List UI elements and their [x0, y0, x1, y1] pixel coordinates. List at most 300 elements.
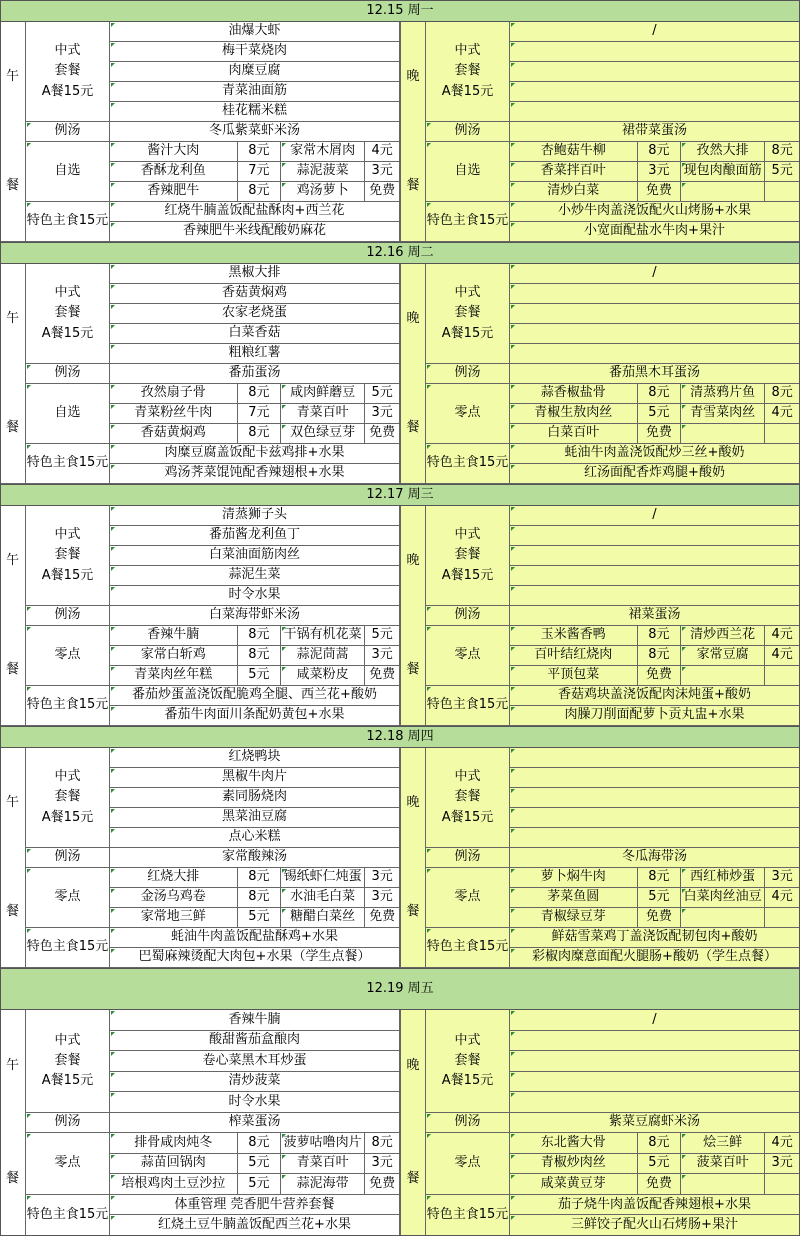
dinner-featured-item: 小宽面配盐水牛肉+果汁: [510, 222, 800, 242]
dinner-dish-name: 茅菜鱼圆: [510, 888, 638, 908]
lunch-dish-name: 咸菜粉皮: [281, 666, 365, 686]
dinner-dish-price: 免费: [638, 908, 682, 928]
lunch-label: [0, 22, 26, 242]
lunch-set-item: 黑菜油豆腐: [110, 808, 400, 828]
dinner-featured-item: 彩椒肉糜意面配火腿肠+酸奶（学生点餐）: [510, 948, 800, 968]
dinner-dish-price: 免费: [638, 666, 682, 686]
dinner-set-item: /: [510, 506, 800, 526]
lunch-dish-name: 香辣牛腩: [110, 626, 238, 646]
lunch-set-item: 桂花糯米糕: [110, 102, 400, 122]
lunch-dish-price: 8元: [238, 646, 282, 666]
set-label-line: 套餐: [454, 63, 481, 79]
dinner-set-item: [510, 546, 800, 566]
dinner-dish-price: 免费: [638, 424, 682, 444]
noon-char-bottom: 餐: [5, 1170, 19, 1186]
lunch-featured-item: 番茄牛肉面川条配奶黄包+水果: [110, 706, 400, 726]
lunch-dish-price: 3元: [365, 868, 400, 888]
lunch-set-item: 梅干菜烧肉: [110, 42, 400, 62]
lunch-label: [0, 506, 26, 726]
dinner-soup-label: 例汤: [426, 364, 510, 384]
dinner-soup: 紫菜豆腐虾米汤: [510, 1113, 800, 1134]
lunch-label: [0, 264, 26, 484]
set-label-line: 中式: [454, 285, 481, 301]
dinner-char-bottom: 餐: [406, 904, 420, 920]
lunch-dish-name: 青菜百叶: [281, 1154, 365, 1175]
lunch-set-item: 农家老烧蛋: [110, 304, 400, 324]
lunch-dish-price: 免费: [365, 182, 400, 202]
dinner-dish-price: 8元: [765, 142, 800, 162]
lunch-set-label: [26, 748, 110, 848]
dinner-dish-price: 3元: [638, 162, 682, 182]
lunch-dish-name: 红烧大排: [110, 868, 238, 888]
dinner-set-item: [510, 1031, 800, 1052]
dinner-alacarte-label: 零点: [426, 626, 510, 686]
dinner-featured-label: 特色主食15元: [426, 444, 510, 484]
lunch-featured-item: 蚝油牛肉盖饭配盐酥鸡+水果: [110, 928, 400, 948]
day-block: [0, 726, 800, 968]
dinner-char-bottom: 餐: [406, 178, 420, 194]
lunch-alacarte-label: 自选: [26, 142, 110, 202]
set-label-line: A餐15元: [41, 809, 94, 825]
lunch-dish-name: 香酥龙利鱼: [110, 162, 238, 182]
dinner-soup: 番茄黑木耳蛋汤: [510, 364, 800, 384]
dinner-dish-name: [681, 182, 765, 202]
dinner-dish-price: [765, 908, 800, 928]
lunch-set-label: [26, 1010, 110, 1113]
noon-char-top: 午: [5, 552, 19, 568]
dinner-char-top: 晚: [406, 552, 420, 568]
set-label-line: A餐15元: [41, 325, 94, 341]
day-header: 12.15 周一: [0, 0, 800, 22]
set-label-line: 中式: [454, 43, 481, 59]
lunch-set-item: 油爆大虾: [110, 22, 400, 42]
dinner-dish-name: 青椒炒肉丝: [510, 1154, 638, 1175]
dinner-dish-name: 百叶结红烧肉: [510, 646, 638, 666]
dinner-soup-label: 例汤: [426, 122, 510, 142]
set-label-line: A餐15元: [441, 1072, 494, 1088]
lunch-featured-label: 特色主食15元: [26, 686, 110, 726]
lunch-dish-price: 8元: [238, 888, 282, 908]
dinner-set-item: [510, 586, 800, 606]
lunch-dish-name: 糖醋白菜丝: [281, 908, 365, 928]
lunch-dish-price: 免费: [365, 666, 400, 686]
dinner-set-item: /: [510, 264, 800, 284]
set-label-line: 套餐: [54, 63, 81, 79]
set-label-line: 套餐: [54, 789, 81, 805]
dinner-set-item: [510, 1051, 800, 1072]
lunch-dish-price: 8元: [238, 868, 282, 888]
dinner-soup: 裙菜蛋汤: [510, 606, 800, 626]
lunch-featured-item: 体重管理 莞香肥牛营养套餐: [110, 1195, 400, 1216]
dinner-dish-name: 东北酱大骨: [510, 1133, 638, 1154]
lunch-dish-name: 青菜百叶: [281, 404, 365, 424]
dinner-dish-price: 免费: [638, 182, 682, 202]
dinner-dish-price: 4元: [765, 646, 800, 666]
dinner-set-label: [426, 264, 510, 364]
lunch-set-item: 酸甜酱茄盒酿肉: [110, 1031, 400, 1052]
lunch-soup: 番茄蛋汤: [110, 364, 400, 384]
dinner-alacarte-label: 自选: [426, 142, 510, 202]
dinner-dish-name: 现包肉酿面筋: [681, 162, 765, 182]
lunch-dish-name: 培根鸡肉土豆沙拉: [110, 1174, 238, 1195]
set-label-line: A餐15元: [441, 83, 494, 99]
lunch-dish-price: 3元: [365, 404, 400, 424]
lunch-set-label: [26, 264, 110, 364]
dinner-dish-name: 烩三鲜: [681, 1133, 765, 1154]
noon-char-bottom: 餐: [5, 904, 19, 920]
lunch-set-item: 时令水果: [110, 1092, 400, 1113]
dinner-set-item: [510, 788, 800, 808]
lunch-dish-name: 孜然扇子骨: [110, 384, 238, 404]
dinner-char-bottom: 餐: [406, 420, 420, 436]
dinner-set-label: [426, 22, 510, 122]
lunch-set-item: 白菜油面筋肉丝: [110, 546, 400, 566]
lunch-dish-name: 香辣肥牛: [110, 182, 238, 202]
lunch-featured-label: 特色主食15元: [26, 202, 110, 242]
dinner-dish-price: 3元: [765, 1154, 800, 1175]
lunch-dish-price: 5元: [238, 908, 282, 928]
dinner-featured-label: 特色主食15元: [426, 686, 510, 726]
dinner-dish-name: [681, 666, 765, 686]
dinner-set-item: [510, 566, 800, 586]
lunch-dish-price: 8元: [238, 384, 282, 404]
lunch-dish-price: 5元: [238, 1174, 282, 1195]
dinner-dish-price: [765, 1174, 800, 1195]
lunch-alacarte-label: 零点: [26, 868, 110, 928]
lunch-dish-price: 5元: [238, 666, 282, 686]
dinner-dish-price: [765, 666, 800, 686]
dinner-set-item: [510, 526, 800, 546]
lunch-dish-price: 8元: [365, 1133, 400, 1154]
lunch-dish-price: 免费: [365, 1174, 400, 1195]
lunch-set-item: 时令水果: [110, 586, 400, 606]
dinner-dish-name: 菠菜百叶: [681, 1154, 765, 1175]
lunch-set-item: 蒜泥生菜: [110, 566, 400, 586]
dinner-set-item: [510, 748, 800, 768]
lunch-dish-name: 菠萝咕噜肉片: [281, 1133, 365, 1154]
dinner-featured-item: 蚝油牛肉盖浇饭配炒三丝+酸奶: [510, 444, 800, 464]
dinner-dish-name: 清炒白菜: [510, 182, 638, 202]
dinner-set-item: [510, 324, 800, 344]
lunch-dish-price: 4元: [365, 142, 400, 162]
dinner-alacarte-label: 零点: [426, 384, 510, 444]
lunch-soup: 白菜海带虾米汤: [110, 606, 400, 626]
day-block: [0, 968, 800, 1236]
lunch-featured-item: 红烧土豆牛腩盖饭配西兰花+水果: [110, 1215, 400, 1236]
dinner-dish-name: 平顶包菜: [510, 666, 638, 686]
dinner-set-item: /: [510, 22, 800, 42]
dinner-featured-item: 三鲜饺子配火山石烤肠+果汁: [510, 1215, 800, 1236]
dinner-soup-label: 例汤: [426, 1113, 510, 1134]
noon-char-top: 午: [5, 794, 19, 810]
dinner-dish-name: [681, 908, 765, 928]
lunch-dish-price: 5元: [365, 626, 400, 646]
dinner-char-top: 晚: [406, 68, 420, 84]
lunch-dish-price: 3元: [365, 162, 400, 182]
dinner-dish-name: 清蒸鸦片鱼: [681, 384, 765, 404]
set-label-line: 中式: [54, 43, 81, 59]
dinner-label: [400, 1010, 426, 1236]
dinner-char-top: 晚: [406, 794, 420, 810]
dinner-dish-name: 孜然大排: [681, 142, 765, 162]
lunch-featured-item: 肉糜豆腐盖饭配卡兹鸡排+水果: [110, 444, 400, 464]
set-label-line: 套餐: [54, 305, 81, 321]
lunch-dish-name: 鸡汤萝卜: [281, 182, 365, 202]
noon-char-bottom: 餐: [5, 420, 19, 436]
day-header: 12.19 周五: [0, 968, 800, 1010]
lunch-dish-price: 5元: [365, 384, 400, 404]
lunch-dish-name: 蒜泥茼蒿: [281, 646, 365, 666]
lunch-dish-price: 8元: [238, 182, 282, 202]
dinner-dish-name: 青椒生敖肉丝: [510, 404, 638, 424]
dinner-dish-price: 5元: [638, 1154, 682, 1175]
lunch-set-item: 肉糜豆腐: [110, 62, 400, 82]
noon-char-bottom: 餐: [5, 662, 19, 678]
lunch-dish-name: 香菇黄焖鸡: [110, 424, 238, 444]
dinner-dish-name: 清炒西兰花: [681, 626, 765, 646]
dinner-featured-item: 香菇鸡块盖浇饭配肉沫炖蛋+酸奶: [510, 686, 800, 706]
dinner-set-item: [510, 82, 800, 102]
lunch-soup-label: 例汤: [26, 848, 110, 868]
dinner-dish-name: [681, 1174, 765, 1195]
lunch-dish-name: 家常地三鲜: [110, 908, 238, 928]
lunch-featured-label: 特色主食15元: [26, 928, 110, 968]
lunch-dish-name: 酱汁大肉: [110, 142, 238, 162]
lunch-dish-price: 7元: [238, 162, 282, 182]
set-label-line: 中式: [454, 769, 481, 785]
lunch-dish-name: 双色绿豆芽: [281, 424, 365, 444]
dinner-dish-price: 5元: [638, 888, 682, 908]
set-label-line: 套餐: [454, 305, 481, 321]
lunch-alacarte-label: 零点: [26, 1133, 110, 1195]
dinner-dish-price: 8元: [638, 142, 682, 162]
dinner-dish-name: [681, 424, 765, 444]
lunch-soup-label: 例汤: [26, 606, 110, 626]
lunch-dish-price: 免费: [365, 908, 400, 928]
lunch-set-item: 黑椒牛肉片: [110, 768, 400, 788]
dinner-dish-price: [765, 424, 800, 444]
set-label-line: 中式: [454, 1032, 481, 1048]
dinner-set-item: [510, 102, 800, 122]
dinner-char-top: 晚: [406, 310, 420, 326]
noon-char-bottom: 餐: [5, 178, 19, 194]
lunch-dish-name: 锡纸虾仁炖蛋: [281, 868, 365, 888]
lunch-set-item: 素同肠烧肉: [110, 788, 400, 808]
lunch-dish-price: 3元: [365, 646, 400, 666]
dinner-label: [400, 264, 426, 484]
lunch-featured-item: 香辣肥牛米线配酸奶麻花: [110, 222, 400, 242]
lunch-dish-price: 8元: [238, 424, 282, 444]
lunch-dish-name: 青菜粉丝牛肉: [110, 404, 238, 424]
set-label-line: 中式: [54, 1032, 81, 1048]
noon-char-top: 午: [5, 1058, 19, 1074]
lunch-alacarte-label: 自选: [26, 384, 110, 444]
lunch-set-item: 黑椒大排: [110, 264, 400, 284]
lunch-dish-price: 8元: [238, 1133, 282, 1154]
day-block: [0, 242, 800, 484]
dinner-featured-label: 特色主食15元: [426, 202, 510, 242]
dinner-dish-price: 4元: [765, 888, 800, 908]
dinner-featured-item: 小炒牛肉盖浇饭配火山烤肠+水果: [510, 202, 800, 222]
dinner-featured-item: 红汤面配香炸鸡腿+酸奶: [510, 464, 800, 484]
lunch-dish-price: 7元: [238, 404, 282, 424]
dinner-set-item: [510, 828, 800, 848]
lunch-label: [0, 1010, 26, 1236]
dinner-featured-item: 鲜菇雪菜鸡丁盖浇饭配韧包肉+酸奶: [510, 928, 800, 948]
dinner-soup-label: 例汤: [426, 848, 510, 868]
dinner-set-item: [510, 808, 800, 828]
noon-char-top: 午: [5, 310, 19, 326]
dinner-set-label: [426, 1010, 510, 1113]
lunch-featured-item: 鸡汤荠菜馄饨配香辣翅根+水果: [110, 464, 400, 484]
lunch-set-item: 红烧鸭块: [110, 748, 400, 768]
lunch-dish-name: 水油毛白菜: [281, 888, 365, 908]
set-label-line: A餐15元: [441, 567, 494, 583]
lunch-soup-label: 例汤: [26, 122, 110, 142]
lunch-dish-name: 青菜肉丝年糕: [110, 666, 238, 686]
dinner-set-item: [510, 62, 800, 82]
set-label-line: 套餐: [454, 1052, 481, 1068]
dinner-dish-name: 西红柿炒蛋: [681, 868, 765, 888]
set-label-line: A餐15元: [441, 809, 494, 825]
lunch-dish-name: 家常木屑肉: [281, 142, 365, 162]
lunch-featured-label: 特色主食15元: [26, 1195, 110, 1236]
dinner-soup: 裙带菜蛋汤: [510, 122, 800, 142]
day-header: 12.16 周二: [0, 242, 800, 264]
dinner-dish-price: 5元: [638, 404, 682, 424]
lunch-dish-price: 5元: [238, 1154, 282, 1175]
lunch-dish-name: 咸肉鲜蘑豆: [281, 384, 365, 404]
dinner-dish-price: 8元: [638, 646, 682, 666]
set-label-line: 套餐: [54, 1052, 81, 1068]
dinner-dish-name: 杏鲍菇牛柳: [510, 142, 638, 162]
dinner-soup-label: 例汤: [426, 606, 510, 626]
dinner-set-label: [426, 748, 510, 848]
lunch-dish-name: 蒜苗回锅肉: [110, 1154, 238, 1175]
lunch-set-item: 青菜油面筋: [110, 82, 400, 102]
lunch-set-item: 粗粮红薯: [110, 344, 400, 364]
dinner-set-item: /: [510, 1010, 800, 1031]
dinner-dish-price: [765, 182, 800, 202]
dinner-char-bottom: 餐: [406, 662, 420, 678]
dinner-dish-price: 4元: [765, 626, 800, 646]
dinner-dish-name: 香菜拌百叶: [510, 162, 638, 182]
dinner-dish-name: 白菜肉丝油豆: [681, 888, 765, 908]
lunch-set-item: 香辣牛腩: [110, 1010, 400, 1031]
dinner-set-item: [510, 304, 800, 324]
set-label-line: A餐15元: [41, 83, 94, 99]
lunch-featured-label: 特色主食15元: [26, 444, 110, 484]
dinner-alacarte-label: 零点: [426, 1133, 510, 1195]
lunch-set-item: 白菜香菇: [110, 324, 400, 344]
lunch-set-item: 清炒菠菜: [110, 1072, 400, 1093]
dinner-dish-price: 8元: [638, 868, 682, 888]
dinner-dish-price: 8元: [638, 1133, 682, 1154]
dinner-dish-price: 8元: [638, 384, 682, 404]
dinner-label: [400, 22, 426, 242]
dinner-label: [400, 506, 426, 726]
lunch-alacarte-label: 零点: [26, 626, 110, 686]
set-label-line: 中式: [54, 285, 81, 301]
dinner-dish-price: 免费: [638, 1174, 682, 1195]
lunch-set-item: 香菇黄焖鸡: [110, 284, 400, 304]
day-header: 12.17 周三: [0, 484, 800, 506]
noon-char-top: 午: [5, 68, 19, 84]
dinner-set-item: [510, 42, 800, 62]
dinner-featured-item: 肉臊刀削面配萝卜贡丸盅+水果: [510, 706, 800, 726]
dinner-dish-price: 3元: [765, 868, 800, 888]
dinner-dish-price: 8元: [765, 384, 800, 404]
lunch-set-item: 番茄酱龙利鱼丁: [110, 526, 400, 546]
set-label-line: 中式: [54, 769, 81, 785]
set-label-line: 套餐: [54, 547, 81, 563]
set-label-line: A餐15元: [41, 567, 94, 583]
lunch-dish-price: 8元: [238, 626, 282, 646]
dinner-dish-name: 咸菜黄豆芽: [510, 1174, 638, 1195]
day-header: 12.18 周四: [0, 726, 800, 748]
set-label-line: 套餐: [454, 547, 481, 563]
dinner-dish-name: 白菜百叶: [510, 424, 638, 444]
set-label-line: 中式: [54, 527, 81, 543]
lunch-featured-item: 番茄炒蛋盖浇饭配脆鸡全腿、西兰花+酸奶: [110, 686, 400, 706]
dinner-dish-price: 8元: [638, 626, 682, 646]
lunch-dish-name: 家常白斩鸡: [110, 646, 238, 666]
lunch-set-label: [26, 506, 110, 606]
dinner-char-bottom: 餐: [406, 1170, 420, 1186]
lunch-dish-name: 排骨咸肉炖冬: [110, 1133, 238, 1154]
lunch-soup: 榨菜蛋汤: [110, 1113, 400, 1134]
lunch-dish-name: 干锅有机花菜: [281, 626, 365, 646]
dinner-dish-name: 家常豆腐: [681, 646, 765, 666]
set-label-line: 中式: [454, 527, 481, 543]
dinner-set-item: [510, 344, 800, 364]
lunch-dish-price: 免费: [365, 424, 400, 444]
dinner-dish-name: 萝卜焖牛肉: [510, 868, 638, 888]
set-label-line: A餐15元: [441, 325, 494, 341]
day-block: [0, 0, 800, 242]
dinner-featured-label: 特色主食15元: [426, 928, 510, 968]
dinner-featured-label: 特色主食15元: [426, 1195, 510, 1236]
dinner-dish-name: 玉米酱香鸭: [510, 626, 638, 646]
lunch-soup-label: 例汤: [26, 364, 110, 384]
dinner-set-item: [510, 1092, 800, 1113]
dinner-dish-name: 青雪菜肉丝: [681, 404, 765, 424]
dinner-dish-price: 5元: [765, 162, 800, 182]
set-label-line: 套餐: [454, 789, 481, 805]
dinner-dish-name: 青椒绿豆芽: [510, 908, 638, 928]
dinner-char-top: 晚: [406, 1058, 420, 1074]
lunch-soup-label: 例汤: [26, 1113, 110, 1134]
dinner-soup: 冬瓜海带汤: [510, 848, 800, 868]
dinner-dish-price: 4元: [765, 1133, 800, 1154]
lunch-set-label: [26, 22, 110, 122]
lunch-label: [0, 748, 26, 968]
lunch-soup: 家常酸辣汤: [110, 848, 400, 868]
lunch-dish-name: 蒜泥海带: [281, 1174, 365, 1195]
dinner-featured-item: 茄子烧牛肉盖饭配香辣翅根+水果: [510, 1195, 800, 1216]
day-block: [0, 484, 800, 726]
lunch-dish-name: 金汤乌鸡卷: [110, 888, 238, 908]
dinner-label: [400, 748, 426, 968]
lunch-dish-name: 蒜泥菠菜: [281, 162, 365, 182]
dinner-set-label: [426, 506, 510, 606]
lunch-featured-item: 巴蜀麻辣烫配大肉包+水果（学生点餐）: [110, 948, 400, 968]
lunch-dish-price: 3元: [365, 888, 400, 908]
dinner-set-item: [510, 284, 800, 304]
dinner-dish-name: 蒜香椒盐骨: [510, 384, 638, 404]
lunch-soup: 冬瓜紫菜虾米汤: [110, 122, 400, 142]
dinner-set-item: [510, 768, 800, 788]
